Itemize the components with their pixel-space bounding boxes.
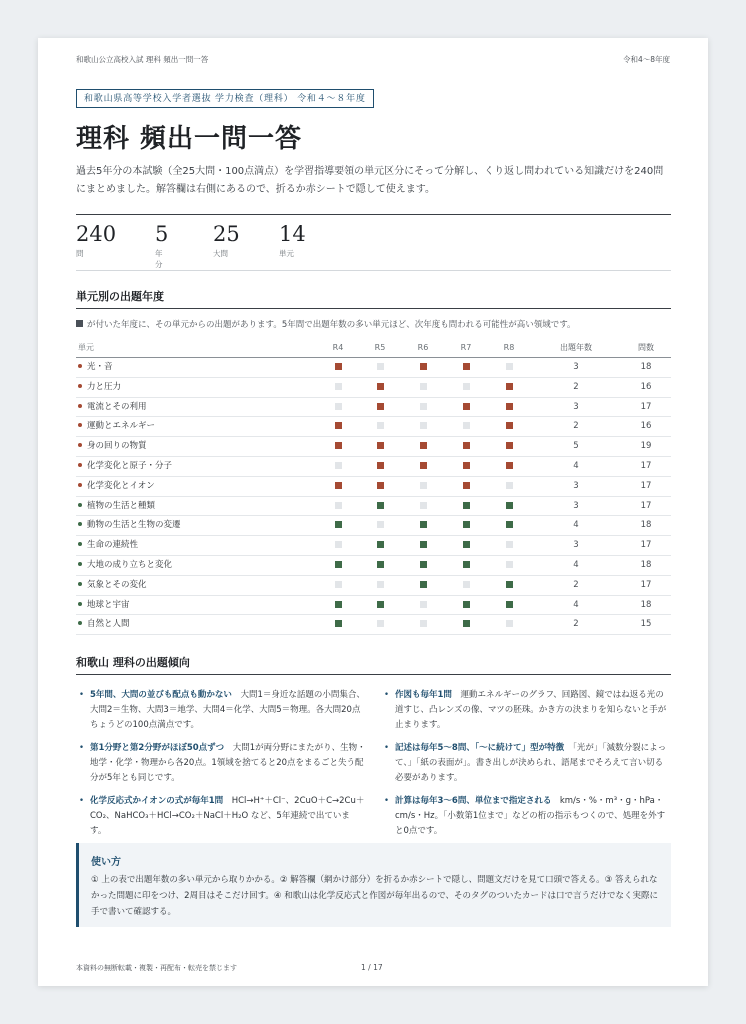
- unit-label: 地球と宇宙: [87, 599, 130, 610]
- year-mark-filled: [377, 561, 384, 568]
- year-cell: [408, 556, 438, 575]
- year-mark-filled: [463, 561, 470, 568]
- group-dot-icon: [78, 423, 82, 427]
- trend-text: 大問1＝身近な話題の小問集合、大問2＝生物、大問3＝地学、大問4＝化学、大問5＝物理。各大問20点ちょうどの100点満点です。: [90, 690, 365, 730]
- freq-cell: 3: [573, 500, 579, 511]
- year-cell: [365, 437, 395, 456]
- year-mark-filled: [377, 502, 384, 509]
- page-title: 理科 頻出一問一答: [76, 124, 303, 154]
- exam-tag: 和歌山県高等学校入学者選抜 学力検査（理科） 令和４～８年度: [76, 89, 374, 108]
- header-freq: 出題年数: [560, 343, 592, 352]
- divider: [76, 270, 671, 271]
- count-cell: 17: [640, 460, 652, 471]
- year-mark-filled: [463, 620, 470, 627]
- header-year: R8: [503, 343, 515, 352]
- freq-cell: 4: [573, 599, 579, 610]
- year-mark-filled: [377, 383, 384, 390]
- table-body: [76, 358, 671, 635]
- unit-cell: [78, 417, 155, 436]
- year-cell: [365, 536, 395, 555]
- year-mark-empty: [335, 462, 342, 469]
- year-mark-filled: [420, 363, 427, 370]
- year-mark-empty: [506, 620, 513, 627]
- year-mark-filled: [335, 521, 342, 528]
- year-cell: [408, 457, 438, 476]
- stat-major-questions: 25 大問: [213, 222, 240, 258]
- year-cell: [323, 615, 353, 634]
- trend-key: 化学反応式かイオンの式が毎年1問: [90, 796, 224, 806]
- trend-item: [76, 741, 366, 786]
- table-note: が付いた年度に、その単元からの出題があります。5年間で出題年数の多い単元ほど、次年度も問われる可能性が高い領域です。: [76, 318, 576, 330]
- unit-label: 動物の生活と生物の変遷: [87, 520, 181, 531]
- year-mark-filled: [335, 442, 342, 449]
- table-section-title: 単元別の出題年度: [76, 290, 164, 303]
- year-mark-empty: [463, 422, 470, 429]
- unit-cell: [78, 358, 113, 377]
- header-year: R4: [332, 343, 344, 352]
- year-cell: [323, 457, 353, 476]
- trend-text: km/s・%・m³・g・hPa・cm/s・Hz。「小数第1位まで」などの桁の指示もつくので、処理を外すと0点です。: [395, 796, 666, 836]
- unit-label: 植物の生活と種類: [87, 500, 156, 511]
- year-mark-filled: [377, 541, 384, 548]
- trend-item: [381, 688, 671, 733]
- table-row: [76, 576, 671, 596]
- freq-cell: 4: [573, 460, 579, 471]
- year-cell: [451, 536, 481, 555]
- usage-body: ① 上の表で出題年数の多い単元から取りかかる。② 解答欄（網かけ部分）を折るか赤シートで隠し、問題文だけを見て口頭で答える。③ 答えられなかった問題に印をつけ、2周目はそこだけ回す。④ 和歌山は化学反応式と作図が毎年出るので、そのタグのついたカードは口で言うだけでなく実際に手で書いて確認する。: [91, 875, 659, 917]
- bullet-icon: •: [384, 690, 390, 700]
- unit-label: 大地の成り立ちと変化: [87, 559, 173, 570]
- unit-label: 化学変化とイオン: [87, 480, 155, 491]
- year-cell: [408, 477, 438, 496]
- freq-cell: 2: [573, 381, 579, 392]
- year-cell: [408, 516, 438, 535]
- year-cell: [408, 378, 438, 397]
- year-cell: [451, 457, 481, 476]
- year-mark-empty: [335, 581, 342, 588]
- year-cell: [494, 358, 524, 377]
- year-cell: [451, 417, 481, 436]
- unit-cell: [78, 437, 147, 456]
- year-cell: [494, 536, 524, 555]
- unit-cell: [78, 596, 130, 615]
- count-cell: 17: [640, 500, 652, 511]
- year-cell: [323, 497, 353, 516]
- year-mark-empty: [420, 422, 427, 429]
- year-mark-empty: [506, 363, 513, 370]
- table-row: [76, 615, 671, 635]
- year-cell: [323, 477, 353, 496]
- bullet-icon: •: [384, 743, 390, 753]
- unit-label: 光・音: [87, 362, 113, 372]
- year-cell: [365, 516, 395, 535]
- count-cell: 18: [640, 599, 652, 610]
- year-mark-empty: [506, 541, 513, 548]
- unit-cell: [78, 497, 155, 516]
- year-mark-filled: [335, 601, 342, 608]
- group-dot-icon: [78, 384, 82, 388]
- year-cell: [494, 457, 524, 476]
- year-cell: [365, 596, 395, 615]
- group-dot-icon: [78, 404, 82, 408]
- year-mark-filled: [463, 521, 470, 528]
- year-cell: [408, 536, 438, 555]
- unit-cell: [78, 576, 147, 595]
- footer-notice: 本資料の無断転載・複製・再配布・転売を禁じます: [76, 964, 237, 972]
- year-mark-filled: [420, 462, 427, 469]
- unit-cell: [78, 477, 155, 496]
- unit-cell: [78, 457, 172, 476]
- year-cell: [323, 576, 353, 595]
- year-cell: [408, 596, 438, 615]
- document-page: [38, 38, 708, 986]
- year-mark-filled: [420, 442, 427, 449]
- unit-cell: [78, 516, 181, 535]
- year-mark-empty: [506, 561, 513, 568]
- freq-cell: 2: [573, 579, 579, 590]
- header-right: 令和4～8年度: [622, 55, 670, 64]
- year-cell: [408, 358, 438, 377]
- year-mark-filled: [506, 422, 513, 429]
- year-cell: [494, 437, 524, 456]
- group-dot-icon: [78, 602, 82, 606]
- year-mark-filled: [335, 482, 342, 489]
- year-cell: [451, 477, 481, 496]
- year-cell: [451, 398, 481, 417]
- count-cell: 18: [640, 559, 652, 570]
- year-cell: [408, 398, 438, 417]
- bullet-icon: •: [79, 690, 85, 700]
- year-mark-filled: [377, 482, 384, 489]
- year-cell: [451, 576, 481, 595]
- unit-cell: [78, 615, 130, 634]
- trend-column-right: [381, 688, 671, 847]
- year-mark-empty: [420, 482, 427, 489]
- table-row: [76, 398, 671, 418]
- divider: [76, 674, 671, 675]
- year-cell: [451, 516, 481, 535]
- year-cell: [323, 417, 353, 436]
- count-cell: 18: [640, 520, 652, 531]
- freq-cell: 4: [573, 559, 579, 570]
- count-cell: 17: [640, 540, 652, 551]
- year-cell: [451, 556, 481, 575]
- unit-label: 力と圧力: [87, 381, 122, 392]
- year-mark-empty: [377, 422, 384, 429]
- group-dot-icon: [78, 542, 82, 546]
- year-cell: [365, 398, 395, 417]
- trend-text: 「光が」「減数分裂によって、」「紙の表面が」。書き出しが決められ、語尾までそろえて言い切る必要があります。: [395, 743, 667, 783]
- year-mark-filled: [335, 561, 342, 568]
- unit-cell: [78, 398, 147, 417]
- trend-item: [76, 794, 366, 839]
- year-cell: [323, 378, 353, 397]
- bullet-icon: •: [79, 743, 85, 753]
- year-cell: [494, 615, 524, 634]
- year-mark-filled: [463, 363, 470, 370]
- year-cell: [323, 398, 353, 417]
- freq-cell: 5: [573, 441, 579, 452]
- bullet-icon: •: [79, 796, 85, 806]
- year-cell: [323, 358, 353, 377]
- year-cell: [494, 497, 524, 516]
- year-mark-filled: [463, 502, 470, 509]
- year-mark-filled: [335, 422, 342, 429]
- freq-cell: 3: [573, 401, 579, 412]
- year-mark-filled: [420, 581, 427, 588]
- unit-label: 自然と人間: [87, 619, 130, 630]
- year-mark-filled: [506, 521, 513, 528]
- year-cell: [365, 497, 395, 516]
- table-row: [76, 596, 671, 616]
- year-cell: [494, 556, 524, 575]
- header-year: R6: [417, 343, 429, 352]
- year-cell: [494, 516, 524, 535]
- year-cell: [365, 477, 395, 496]
- year-cell: [365, 556, 395, 575]
- group-dot-icon: [78, 463, 82, 467]
- header-unit: 単元: [78, 343, 94, 352]
- page-number: 1 / 17: [361, 963, 383, 972]
- year-cell: [365, 615, 395, 634]
- year-cell: [323, 596, 353, 615]
- header-count: 問数: [638, 343, 654, 352]
- trend-key: 計算は毎年3～6問、単位まで指定される: [395, 796, 552, 806]
- trend-text: 大問1が両分野にまたがり、生物・地学・化学・物理から各20点。1領域を捨てると20点をまるごと失う配分が5年とも同じです。: [90, 743, 366, 783]
- year-cell: [323, 536, 353, 555]
- count-cell: 19: [640, 441, 652, 452]
- trend-key: 作図も毎年1問: [395, 690, 452, 700]
- group-dot-icon: [78, 503, 82, 507]
- year-mark-filled: [463, 403, 470, 410]
- unit-label: 身の回りの物質: [87, 441, 147, 452]
- year-mark-filled: [335, 363, 342, 370]
- count-cell: 17: [640, 401, 652, 412]
- table-row: [76, 536, 671, 556]
- year-mark-empty: [463, 581, 470, 588]
- freq-cell: 3: [573, 362, 579, 372]
- unit-year-table: [76, 338, 671, 635]
- year-cell: [494, 596, 524, 615]
- group-dot-icon: [78, 522, 82, 526]
- header-year: R5: [374, 343, 386, 352]
- year-mark-filled: [506, 442, 513, 449]
- count-cell: 17: [640, 579, 652, 590]
- year-mark-filled: [506, 581, 513, 588]
- year-cell: [323, 516, 353, 535]
- stat-years: 5 年分: [155, 222, 169, 269]
- year-cell: [451, 596, 481, 615]
- trend-column-left: [76, 688, 366, 847]
- year-mark-empty: [420, 502, 427, 509]
- year-cell: [408, 615, 438, 634]
- count-cell: 16: [640, 421, 652, 432]
- year-mark-filled: [420, 521, 427, 528]
- year-cell: [323, 437, 353, 456]
- count-cell: 16: [640, 381, 652, 392]
- year-cell: [451, 437, 481, 456]
- year-mark-empty: [377, 620, 384, 627]
- year-mark-empty: [335, 541, 342, 548]
- year-mark-empty: [420, 403, 427, 410]
- year-mark-filled: [506, 383, 513, 390]
- table-row: [76, 556, 671, 576]
- year-mark-filled: [463, 541, 470, 548]
- table-row: [76, 417, 671, 437]
- unit-label: 気象とその変化: [87, 579, 147, 590]
- unit-label: 運動とエネルギー: [87, 421, 156, 432]
- trend-key: 5年間、大問の並びも配点も動かない: [90, 690, 232, 700]
- year-mark-empty: [335, 403, 342, 410]
- year-cell: [494, 378, 524, 397]
- freq-cell: 2: [573, 421, 579, 432]
- year-cell: [451, 358, 481, 377]
- year-cell: [408, 437, 438, 456]
- usage-box: [76, 843, 671, 927]
- lead-text: 過去5年分の本試験（全25大問・100点満点）を学習指導要領の単元区分にそって分解し、くり返し問われている知識だけを240問にまとめました。解答欄は右側にあるので、折るか赤シートで隠して使えます。: [76, 166, 664, 195]
- year-mark-filled: [377, 403, 384, 410]
- trend-key: 記述は毎年5～8問、「～に続けて」型が特徴: [395, 743, 565, 753]
- year-mark-filled: [463, 482, 470, 489]
- trend-text: 運動エネルギーのグラフ、回路図、鏡ではね返る光の道すじ、凸レンズの像、マツの胚珠。かき方の決まりを知らないと手が止まります。: [395, 690, 667, 730]
- table-row: [76, 457, 671, 477]
- year-mark-filled: [506, 502, 513, 509]
- divider: [76, 308, 671, 309]
- year-mark-empty: [335, 383, 342, 390]
- year-mark-empty: [335, 502, 342, 509]
- year-mark-filled: [463, 442, 470, 449]
- count-cell: 15: [640, 619, 652, 630]
- year-cell: [451, 615, 481, 634]
- unit-cell: [78, 556, 172, 575]
- year-mark-filled: [506, 601, 513, 608]
- year-cell: [365, 378, 395, 397]
- year-cell: [365, 457, 395, 476]
- group-dot-icon: [78, 582, 82, 586]
- year-mark-filled: [377, 442, 384, 449]
- year-cell: [494, 417, 524, 436]
- unit-cell: [78, 378, 121, 397]
- year-mark-filled: [463, 462, 470, 469]
- bullet-icon: •: [384, 796, 390, 806]
- year-mark-filled: [420, 541, 427, 548]
- year-mark-filled: [463, 601, 470, 608]
- year-cell: [494, 576, 524, 595]
- count-cell: 17: [640, 480, 652, 491]
- year-cell: [494, 398, 524, 417]
- table-row: [76, 516, 671, 536]
- year-cell: [323, 556, 353, 575]
- year-mark-filled: [506, 462, 513, 469]
- year-cell: [408, 417, 438, 436]
- group-dot-icon: [78, 483, 82, 487]
- stat-questions: 240 問: [76, 222, 117, 258]
- year-mark-empty: [463, 383, 470, 390]
- stat-units: 14 単元: [279, 222, 306, 258]
- year-cell: [451, 378, 481, 397]
- trend-key: 第1分野と第2分野がほぼ50点ずつ: [90, 743, 225, 753]
- table-header: [76, 338, 671, 358]
- group-dot-icon: [78, 621, 82, 625]
- group-dot-icon: [78, 443, 82, 447]
- year-cell: [408, 497, 438, 516]
- usage-title: 使い方: [91, 857, 121, 868]
- year-mark-filled: [377, 601, 384, 608]
- year-mark-filled: [420, 561, 427, 568]
- year-cell: [408, 576, 438, 595]
- year-mark-empty: [420, 620, 427, 627]
- group-dot-icon: [78, 562, 82, 566]
- table-row: [76, 358, 671, 378]
- year-mark-empty: [506, 482, 513, 489]
- year-mark-empty: [377, 363, 384, 370]
- table-row: [76, 378, 671, 398]
- table-row: [76, 437, 671, 457]
- trend-section-title: 和歌山 理科の出題傾向: [76, 656, 190, 669]
- unit-cell: [78, 536, 138, 555]
- trend-text: HCl→H⁺＋Cl⁻、2CuO＋C→2Cu＋CO₂、NaHCO₃＋HCl→CO₂＋NaCl＋H₂O など、5年連続で出ています。: [90, 796, 365, 836]
- divider: [76, 214, 671, 215]
- unit-label: 生命の連続性: [87, 540, 139, 551]
- table-row: [76, 497, 671, 517]
- freq-cell: 2: [573, 619, 579, 630]
- year-mark-filled: [335, 620, 342, 627]
- year-mark-empty: [377, 581, 384, 588]
- year-cell: [365, 417, 395, 436]
- year-mark-empty: [377, 521, 384, 528]
- year-mark-filled: [377, 462, 384, 469]
- year-mark-empty: [420, 383, 427, 390]
- trend-item: [381, 741, 671, 786]
- year-cell: [451, 497, 481, 516]
- year-mark-filled: [506, 403, 513, 410]
- year-cell: [494, 477, 524, 496]
- legend-square-icon: [76, 320, 83, 327]
- table-row: [76, 477, 671, 497]
- count-cell: 18: [640, 362, 652, 372]
- year-cell: [365, 576, 395, 595]
- year-mark-empty: [420, 601, 427, 608]
- group-dot-icon: [78, 364, 82, 368]
- trend-item: [76, 688, 366, 733]
- header-left: 和歌山公立高校入試 理科 頻出一問一答: [76, 55, 209, 64]
- freq-cell: 3: [573, 540, 579, 551]
- freq-cell: 4: [573, 520, 579, 531]
- year-cell: [365, 358, 395, 377]
- header-year: R7: [460, 343, 472, 352]
- unit-label: 化学変化と原子・分子: [87, 460, 173, 471]
- trend-item: [381, 794, 671, 839]
- unit-label: 電流とその利用: [87, 401, 147, 412]
- freq-cell: 3: [573, 480, 579, 491]
